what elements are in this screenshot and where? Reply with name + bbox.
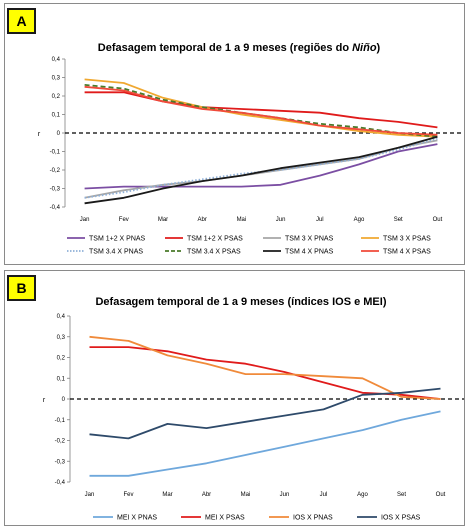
chart-title-main: Defasagem temporal de 1 a 9 meses (índices IOS e MEI) bbox=[95, 296, 387, 308]
chart-panel-a bbox=[4, 3, 465, 265]
y-tick-label: 0,2 bbox=[51, 94, 60, 100]
x-tick-label: Set bbox=[396, 492, 407, 498]
y-tick-label: -0,2 bbox=[49, 168, 60, 174]
y-axis-label: r bbox=[37, 131, 41, 138]
x-tick-label: Set bbox=[393, 217, 403, 223]
series-line-2 bbox=[85, 92, 438, 127]
legend-label: TSM 4 X PSAS bbox=[383, 248, 431, 256]
x-tick-label: Mai bbox=[236, 217, 247, 223]
y-tick-label: 0 bbox=[56, 131, 60, 137]
y-tick-label: 0,4 bbox=[56, 314, 65, 320]
chart-a-svg bbox=[5, 4, 466, 266]
x-tick-label: Out bbox=[435, 492, 446, 498]
panel-label-b: B bbox=[7, 275, 36, 301]
legend-label: TSM 3 X PNAS bbox=[285, 235, 334, 243]
series-line-4 bbox=[85, 79, 438, 136]
legend-label: IOS X PNAS bbox=[293, 514, 333, 522]
chart-title-italic: Niño bbox=[352, 42, 377, 54]
y-tick-label: 0,3 bbox=[56, 334, 65, 341]
chart-title-suffix: ) bbox=[376, 42, 381, 54]
legend-label: MEI X PSAS bbox=[205, 514, 245, 522]
chart-a-plot bbox=[38, 42, 461, 256]
y-tick-label: -0,4 bbox=[49, 205, 60, 211]
x-tick-label: Abr bbox=[197, 217, 207, 223]
series-line-5 bbox=[85, 139, 438, 198]
legend-label: TSM 4 X PNAS bbox=[285, 248, 334, 256]
chart-b-svg bbox=[5, 271, 466, 527]
x-tick-label: Jun bbox=[279, 492, 290, 498]
x-tick-label: Mar bbox=[162, 492, 173, 498]
x-tick-label: Ago bbox=[357, 492, 368, 498]
x-tick-label: Jan bbox=[79, 217, 90, 223]
y-tick-label: -0,2 bbox=[54, 438, 65, 445]
y-tick-label: -0,3 bbox=[54, 459, 65, 466]
y-tick-label: -0,1 bbox=[49, 149, 60, 156]
y-tick-label: 0,2 bbox=[56, 355, 65, 362]
x-tick-label: Out bbox=[432, 217, 443, 223]
chart-b-plot bbox=[43, 296, 464, 522]
series-line-1 bbox=[90, 411, 441, 475]
chart-title bbox=[98, 42, 381, 54]
y-tick-label: 0,3 bbox=[51, 75, 60, 82]
series-line-7 bbox=[85, 137, 438, 204]
chart-panel-b bbox=[4, 270, 465, 526]
y-tick-label: 0,1 bbox=[51, 112, 60, 119]
x-tick-label: Mar bbox=[157, 217, 169, 223]
legend-label: TSM 3.4 X PNAS bbox=[89, 248, 144, 256]
y-tick-label: -0,3 bbox=[49, 186, 60, 193]
panel-label-a: A bbox=[7, 8, 36, 34]
y-tick-label: 0,1 bbox=[56, 376, 65, 383]
x-tick-label: Ago bbox=[353, 217, 365, 223]
x-tick-label: Mai bbox=[240, 492, 251, 498]
chart-title bbox=[95, 296, 386, 308]
x-tick-label: Abr bbox=[201, 492, 212, 498]
x-tick-label: Fev bbox=[123, 492, 134, 498]
legend-label: TSM 1+2 X PSAS bbox=[187, 235, 243, 243]
legend-label: TSM 3.4 X PSAS bbox=[187, 248, 241, 256]
y-tick-label: -0,1 bbox=[54, 417, 65, 424]
x-tick-label: Jan bbox=[84, 492, 95, 498]
x-tick-label: Jul bbox=[319, 492, 328, 498]
chart-title-main: Defasagem temporal de 1 a 9 meses (regiões do bbox=[97, 42, 353, 54]
legend-label: TSM 1+2 X PNAS bbox=[89, 235, 146, 243]
y-tick-label: 0,4 bbox=[51, 57, 60, 63]
legend-label: TSM 3 X PSAS bbox=[383, 235, 431, 243]
y-axis-label: r bbox=[42, 397, 46, 404]
series-line-4 bbox=[90, 389, 441, 439]
legend-label: MEI X PNAS bbox=[117, 514, 158, 522]
x-tick-label: Jun bbox=[275, 217, 286, 223]
y-tick-label: -0,4 bbox=[54, 480, 65, 486]
x-tick-label: Jul bbox=[315, 217, 324, 223]
legend-label: IOS X PSAS bbox=[381, 514, 421, 522]
y-tick-label: 0 bbox=[61, 397, 65, 403]
x-tick-label: Fev bbox=[118, 217, 129, 223]
